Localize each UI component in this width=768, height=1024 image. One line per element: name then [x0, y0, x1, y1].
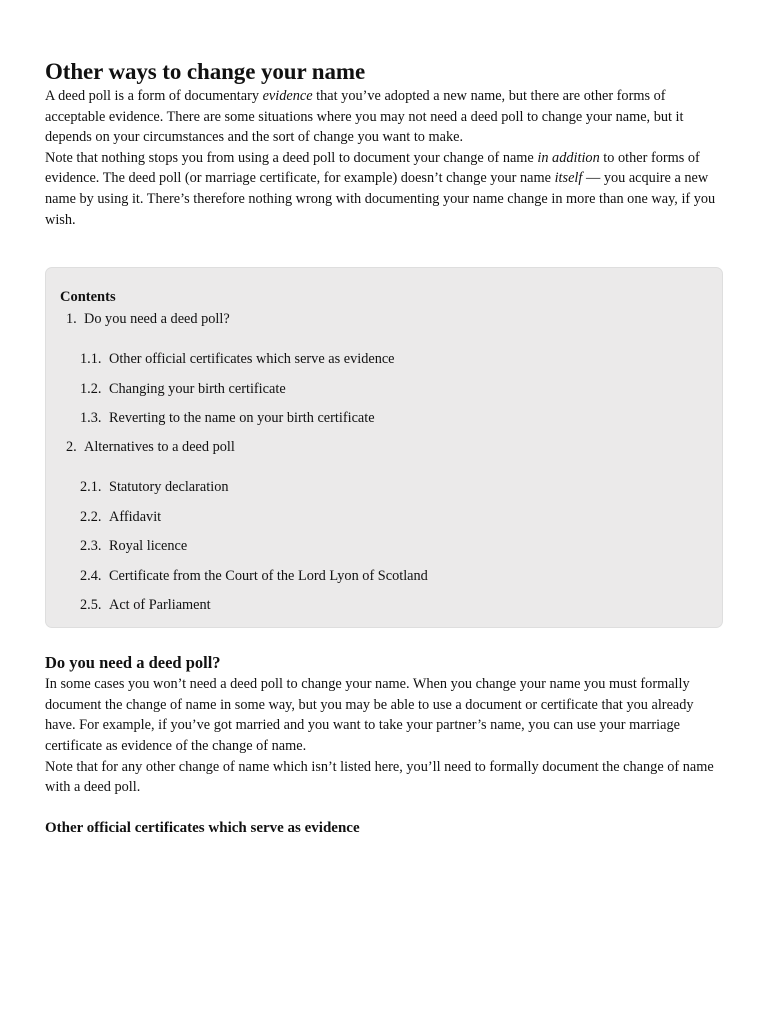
intro-paragraph-2	[45, 148, 723, 230]
toc-number: 2.3.	[80, 538, 102, 555]
toc-link-alternatives-to-deed-poll[interactable]: Alternatives to a deed poll	[84, 439, 235, 456]
toc-link-royal-licence[interactable]: Royal licence	[109, 538, 188, 555]
toc-item-2-4	[80, 566, 708, 586]
page-title: Other ways to change your name	[45, 59, 366, 84]
toc-number: 2.5.	[80, 597, 102, 614]
toc-item-2-1	[80, 477, 708, 497]
toc-number: 2.1.	[80, 479, 102, 496]
emphasis-in-addition: in addition	[537, 149, 600, 166]
contents-heading: Contents	[60, 289, 116, 306]
toc-item-2-5	[80, 595, 708, 615]
intro-paragraph-1	[45, 86, 723, 148]
toc-number: 2.	[66, 439, 77, 456]
toc-number: 1.	[66, 311, 77, 328]
intro-text: that you’ve adopted a new name, but there are other forms of acceptable evidence. There are some situations where you may not need a deed poll to change your name, but it depends on your circumstances and the sort of change you want to make.	[45, 88, 684, 146]
toc-item-1	[66, 309, 708, 329]
intro-text: A deed poll is a form of documentary	[45, 88, 263, 104]
toc-link-affidavit[interactable]: Affidavit	[109, 508, 162, 525]
subsection-heading-other-official-certificates: Other official certificates which serve as evidence	[45, 819, 360, 836]
intro-text: to other forms of evidence. The deed poll (or marriage certificate, for example) doesn’t change your name	[45, 149, 700, 187]
toc-link-reverting-to-birth-name[interactable]: Reverting to the name on your birth certificate	[109, 410, 375, 427]
section-paragraph-2: Note that for any other change of name which isn’t listed here, you’ll need to formally document the change of name with a deed poll.	[45, 758, 714, 796]
toc-number: 2.4.	[80, 567, 102, 584]
toc-number: 2.2.	[80, 508, 102, 525]
emphasis-itself: itself	[554, 170, 583, 187]
toc-link-do-you-need-a-deed-poll[interactable]: Do you need a deed poll?	[84, 311, 230, 328]
toc-link-other-official-certificates[interactable]: Other official certificates which serve as evidence	[109, 351, 395, 368]
toc-link-changing-birth-certificate[interactable]: Changing your birth certificate	[109, 380, 286, 397]
intro-text: — you acquire a new name by using it. There’s therefore nothing wrong with documenting your name change in more than one way, if you wish.	[45, 170, 716, 228]
toc-number: 1.1.	[80, 351, 102, 368]
emphasis-evidence: evidence	[262, 88, 313, 104]
toc-link-act-of-parliament[interactable]: Act of Parliament	[109, 597, 211, 614]
toc-item-2-3	[80, 536, 708, 556]
toc-item-2-2	[80, 507, 708, 527]
toc-number: 1.2.	[80, 380, 102, 397]
toc-item-2	[66, 437, 708, 457]
section-heading-do-you-need-a-deed-poll: Do you need a deed poll?	[45, 653, 221, 673]
intro-text: Note that nothing stops you from using a deed poll to document your change of name	[45, 149, 538, 166]
section-paragraph-1: In some cases you won’t need a deed poll to change your name. When you change your name you must formally document the change of name in some way, but you may be able to use a document or certificate that you already have. For example, if you’ve got married and you want to take your partner’s name, you can use your marriage certificate as evidence of the change of name.	[45, 676, 694, 754]
toc-item-1-1	[80, 349, 708, 369]
toc-link-statutory-declaration[interactable]: Statutory declaration	[109, 479, 229, 496]
toc-item-1-3	[80, 408, 708, 428]
toc-item-1-2	[80, 379, 708, 399]
toc-link-lord-lyon-certificate[interactable]: Certificate from the Court of the Lord Lyon of Scotland	[109, 567, 428, 584]
toc-number: 1.3.	[80, 410, 102, 427]
table-of-contents	[45, 267, 723, 628]
